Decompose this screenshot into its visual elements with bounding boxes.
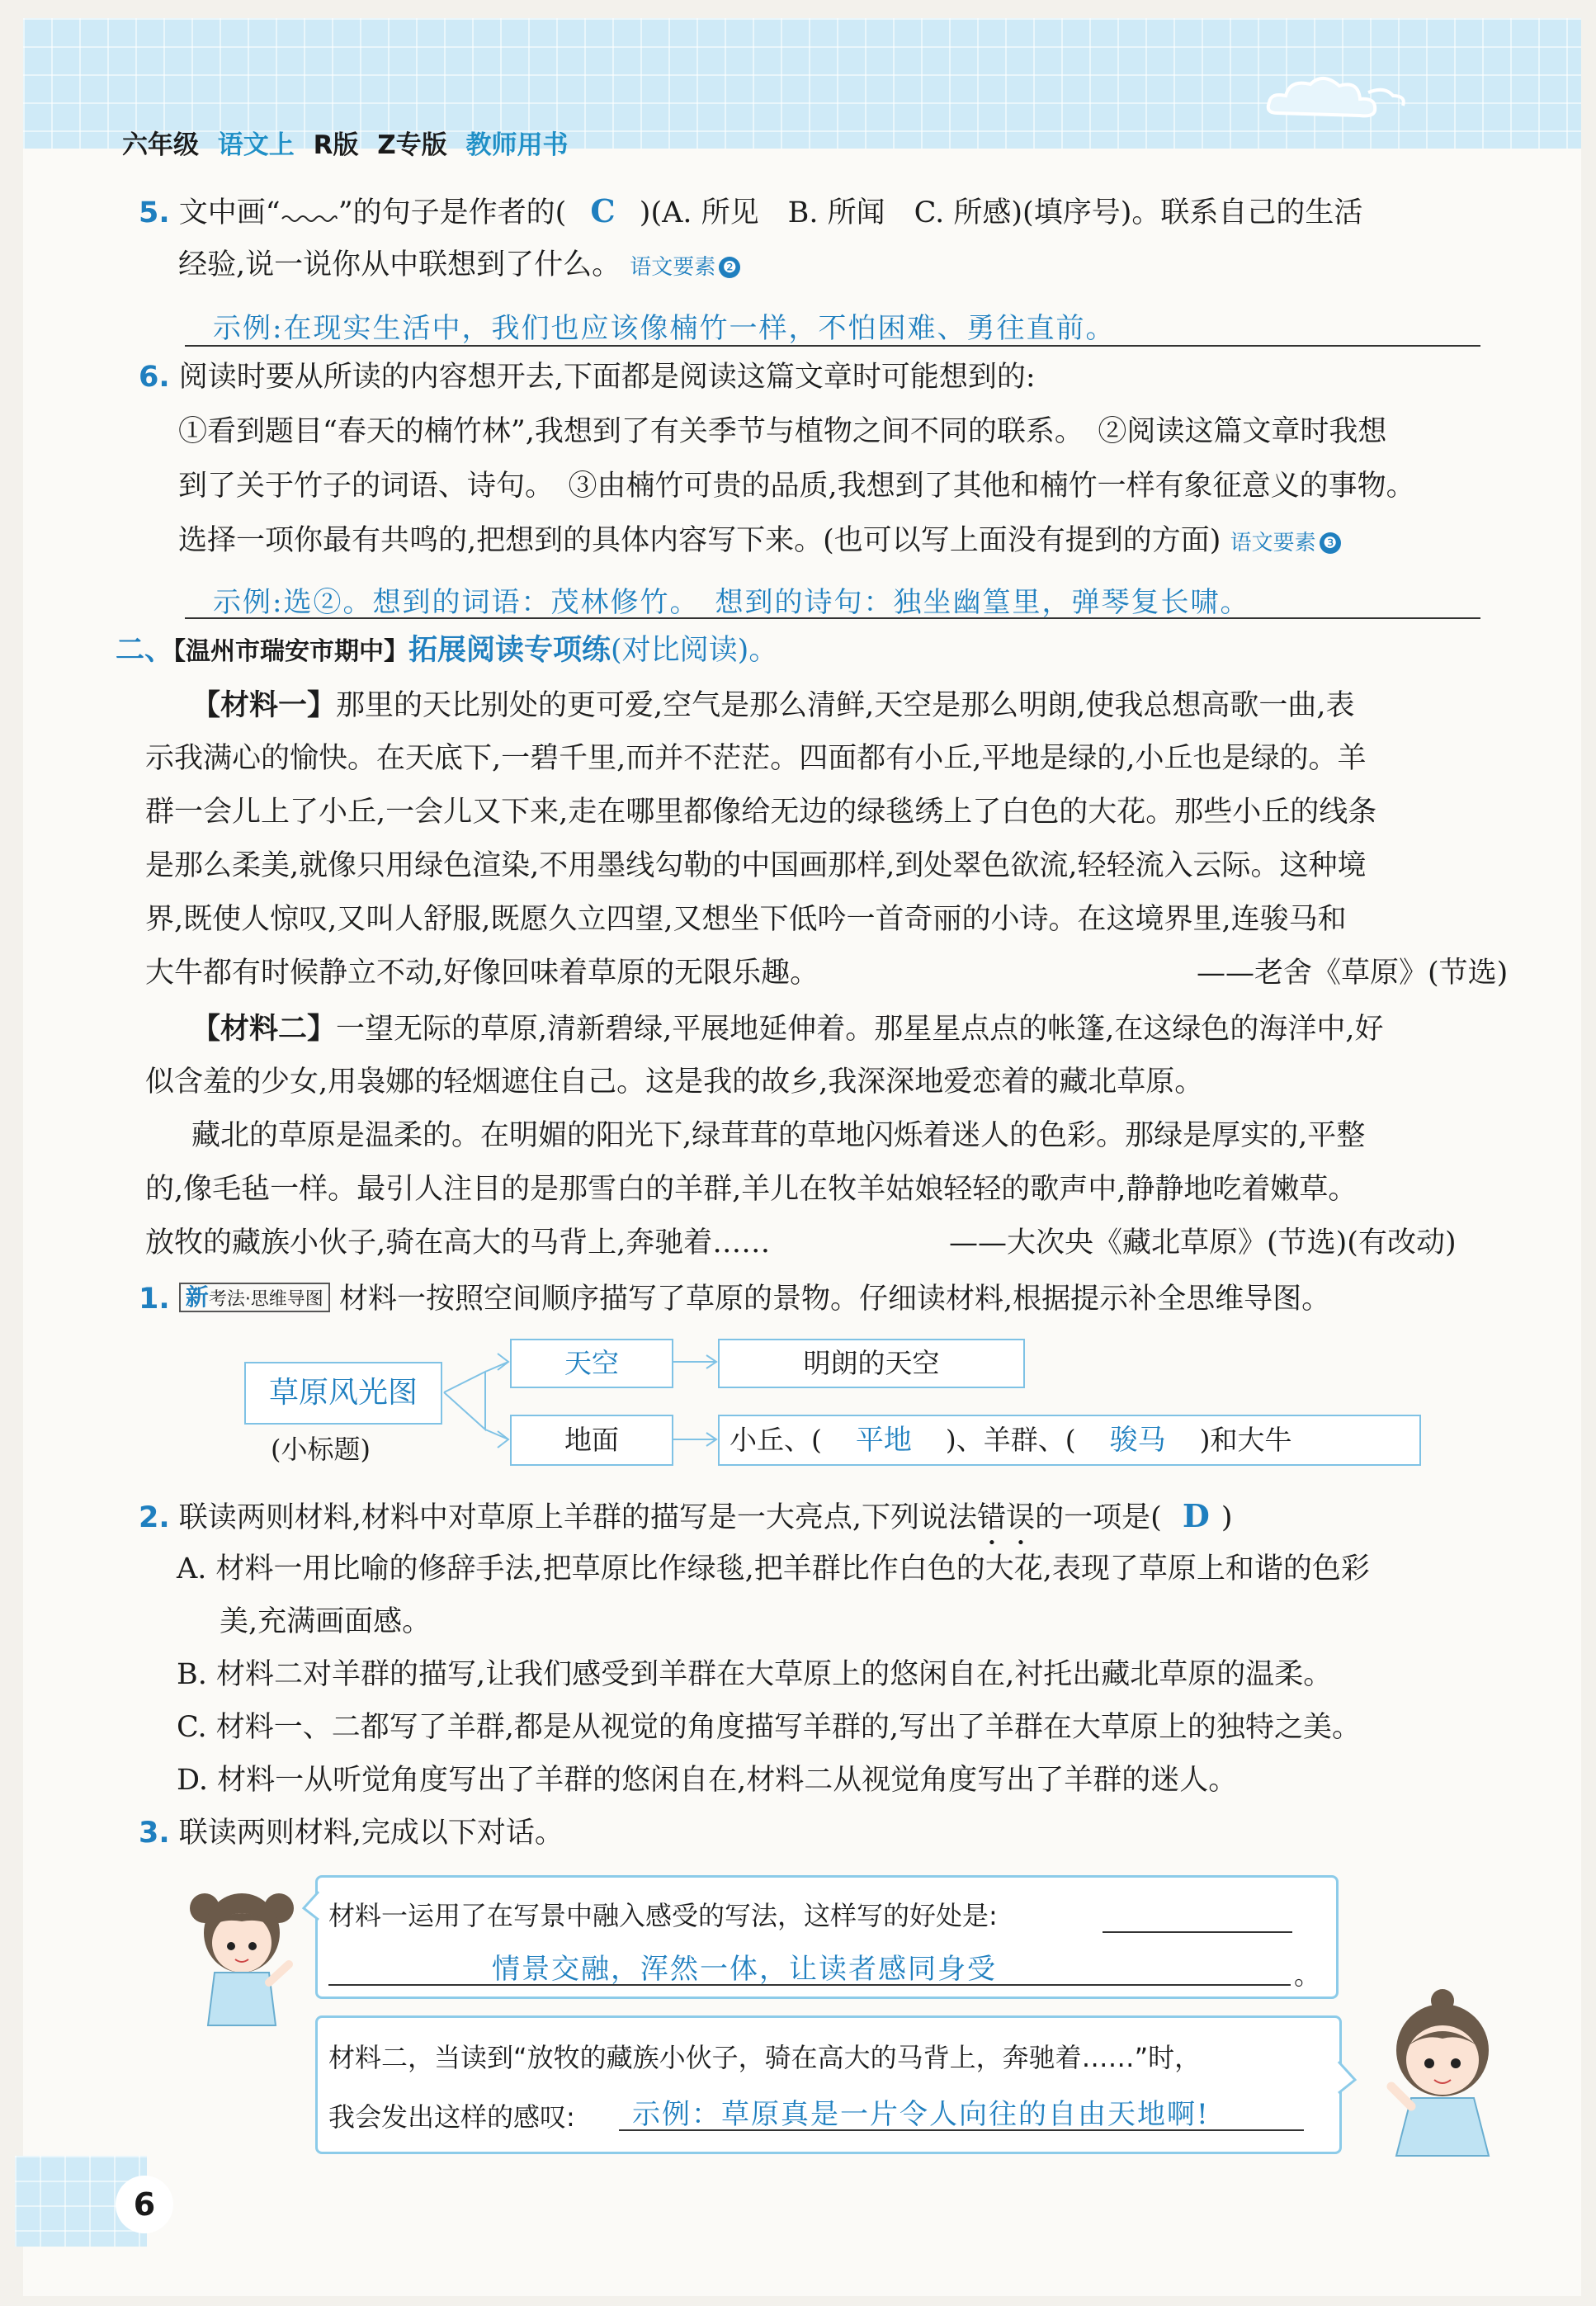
material2-line-3: 的,像毛毡一样。最引人注目的是那雪白的羊群,羊儿在牧羊姑娘轻轻的歌声中,静静地吃着嫩草。 [145, 1173, 1358, 1206]
dialog1-line-a [1103, 1931, 1292, 1933]
mindmap-fill-1: 平地 [855, 1424, 912, 1457]
sq1-number: 1. [139, 1283, 170, 1316]
q6-tag-label: 语文要素 [1230, 531, 1316, 555]
q5-line2-text: 经验,说一说你从中联想到了什么。 [178, 248, 621, 281]
page [23, 18, 1581, 2296]
q5-answer: C [590, 192, 616, 229]
sq2-option-b: B. 材料二对羊群的描写,让我们感受到羊群在大草原上的悠闲自在,衬托出藏北草原的温柔。 [177, 1658, 1333, 1691]
dialog1-text: 材料一运用了在写景中融入感受的写法，这样写的好处是: [328, 1900, 998, 1931]
sq2-text-a: 联读两则材料,材料中对草原上羊群的描写是一大亮点,下列说法 [178, 1501, 978, 1534]
material1-line-5: 大牛都有时候静立不动,好像回味着草原的无限乐趣。 [145, 957, 819, 990]
q6-number: 6. [139, 361, 170, 394]
q5-tag-label: 语文要素 [630, 255, 716, 280]
section2-label: 二、 [116, 633, 174, 667]
material2-source: ——大次央《藏北草原》(节选)(有改动) [949, 1226, 1457, 1259]
material1-text-0: 那里的天比别处的更可爱,空气是那么清鲜,天空是那么明朗,使我总想高歌一曲,表 [336, 689, 1355, 722]
q5-text-b: ”的句子是作者的( [338, 196, 567, 229]
q6-line3: 到了关于竹子的词语、诗句。 ③由楠竹可贵的品质,我想到了其他和楠竹一样有象征意义的事物。 [178, 470, 1415, 503]
material1-line-4: 界,既使人惊叹,又叫人舒服,既愿久立四望,又想坐下低吟一首奇丽的小诗。在这境界里,连骏马和 [145, 903, 1347, 936]
material1-label: 【材料一】 [191, 688, 337, 722]
q5-tag-num: ❷ [719, 257, 740, 278]
material2-label: 【材料二】 [191, 1012, 337, 1046]
q6-example-answer: 示例:选②。想到的词语：茂林修竹。 想到的诗句：独坐幽篁里，弹琴复长啸。 [213, 586, 1250, 619]
q5-number: 5. [139, 196, 170, 229]
sq2-number: 2. [139, 1501, 170, 1534]
material2-line-4: 放牧的藏族小伙子,骑在高大的马背上,奔驰着…… [145, 1226, 771, 1259]
mindmap-root: 草原风光图 [244, 1362, 442, 1425]
sq3-number: 3. [139, 1817, 170, 1850]
sq2-option-a-cont: 美,充满画面感。 [220, 1605, 432, 1638]
dialog1-line-b [328, 1984, 1291, 1986]
material1-line-2: 群一会儿上了小丘,一会儿又下来,走在哪里都像给无边的绿毯绣上了白色的大花。那些小丘的线条 [145, 796, 1377, 829]
q6-line1-text: 阅读时要从所读的内容想开去,下面都是阅读这篇文章时可能想到的: [178, 361, 1036, 394]
material2-line-2: 藏北的草原是温柔的。在明媚的阳光下,绿茸茸的草地闪烁着迷人的色彩。那绿是厚实的,平整 [191, 1119, 1366, 1152]
sq3-stem [139, 1819, 564, 1848]
section2-title: 拓展阅读专项练 [408, 634, 611, 667]
mindmap-leaf-ground-a: 小丘、( [730, 1424, 822, 1456]
q5-text-c: )(A. 所见 B. 所闻 C. 所感)(填序号)。联系自己的生活 [639, 196, 1363, 229]
sq2-stem [139, 1497, 1233, 1552]
header-grade: 六年级 [122, 130, 199, 160]
dialog1-answer: 情景交融，浑然一体，让读者感同身受 [492, 1953, 997, 1986]
sq2-option-c: C. 材料一、二都写了羊群,都是从视觉的角度描写羊群的,写出了羊群在大草原上的独特之美。 [177, 1711, 1362, 1744]
q6-line4-text: 选择一项你最有共鸣的,把想到的具体内容写下来。(也可以写上面没有提到的方面) [178, 524, 1221, 557]
mindmap-leaf-ground-b: )、羊群、( [945, 1424, 1076, 1456]
mindmap-branch-ground: 地面 [510, 1415, 673, 1466]
mindmap-leaf-ground [718, 1415, 1421, 1466]
page-number: 6 [116, 2176, 173, 2233]
material1-line-1: 示我满心的愉快。在天底下,一碧千里,而并不茫茫。四面都有小丘,平地是绿的,小丘也是绿的。羊 [145, 742, 1367, 775]
sq2-text-b: 的一项是( [1035, 1501, 1162, 1534]
mindmap-connectors [23, 18, 1581, 1504]
mindmap-branch-sky: 天空 [510, 1339, 673, 1388]
material2-text-0: 一望无际的草原,清新碧绿,平展地延伸着。那星星点点的帐篷,在这绿色的海洋中,好 [336, 1013, 1384, 1046]
header-special: Z专版 [377, 130, 447, 160]
girl-avatar-left-icon [182, 1875, 305, 2032]
sq1-text: 材料一按照空间顺序描写了草原的景物。仔细读材料,根据提示补全思维导图。 [338, 1283, 1331, 1316]
mindmap-leaf-ground-c: )和大牛 [1199, 1424, 1292, 1456]
sq2-answer: D [1182, 1497, 1210, 1534]
sq2-emphasis: 错误 [977, 1501, 1036, 1534]
sq2-option-d: D. 材料一从听觉角度写出了羊群的悠闲自在,材料二从视觉角度写出了羊群的迷人。 [177, 1764, 1238, 1797]
sq1-badge-new: 新 [185, 1283, 209, 1311]
material1-line-3: 是那么柔美,就像只用绿色渲染,不用墨线勾勒的中国画那样,到处翠色欲流,轻轻流入云际。这种境 [145, 849, 1367, 882]
section2-subtitle: (对比阅读)。 [611, 634, 778, 667]
dialog2-answer: 示例：草原真是一片令人向往的自由天地啊! [632, 2098, 1210, 2131]
section2-source: 【温州市瑞安市期中】 [173, 637, 409, 666]
dialog2-line2: 我会发出这样的感叹: [328, 2101, 575, 2133]
girl-avatar-right-icon [1368, 1982, 1517, 2164]
dialog-pointer-1-icon [302, 1890, 322, 1923]
q6-tag-num: ❸ [1320, 532, 1341, 554]
dialog2-line [619, 2129, 1304, 2131]
material2-line-1: 似含羞的少女,用袅娜的轻烟遮住自己。这是我的故乡,我深深地爱恋着的藏北草原。 [145, 1066, 1204, 1099]
q5-text-a: 文中画“ [178, 196, 281, 229]
header-edition: R版 [313, 130, 359, 160]
q6-line2: ①看到题目“春天的楠竹林”,我想到了有关季节与植物之间不同的联系。 ②阅读这篇文章时我想 [178, 415, 1387, 448]
header-subject: 语文上 [217, 130, 295, 160]
mindmap-root-note: (小标题) [271, 1434, 371, 1465]
material1-source: ——老舍《草原》(节选) [1197, 957, 1509, 990]
header-book: 教师用书 [465, 130, 569, 160]
sq2-option-a: A. 材料一用比喻的修辞手法,把草原比作绿毯,把羊群比作白色的大花,表现了草原上和谐的色彩 [177, 1552, 1370, 1585]
mindmap-leaf-sky: 明朗的天空 [718, 1339, 1025, 1388]
sq2-text-c: ) [1221, 1501, 1233, 1534]
dialog2-line1: 材料二，当读到“放牧的藏族小伙子，骑在高大的马背上，奔驰着……”时， [328, 2042, 1202, 2073]
dialog1-end: 。 [1294, 1959, 1321, 1991]
mindmap-fill-2: 骏马 [1109, 1424, 1166, 1457]
sq3-text: 联读两则材料,完成以下对话。 [178, 1817, 564, 1850]
dialog-pointer-2-icon [1335, 2060, 1358, 2096]
q5-example-answer: 示例:在现实生活中，我们也应该像楠竹一样，不怕困难、勇往直前。 [213, 312, 1116, 345]
sq1-badge-text: 考法·思维导图 [208, 1289, 323, 1310]
